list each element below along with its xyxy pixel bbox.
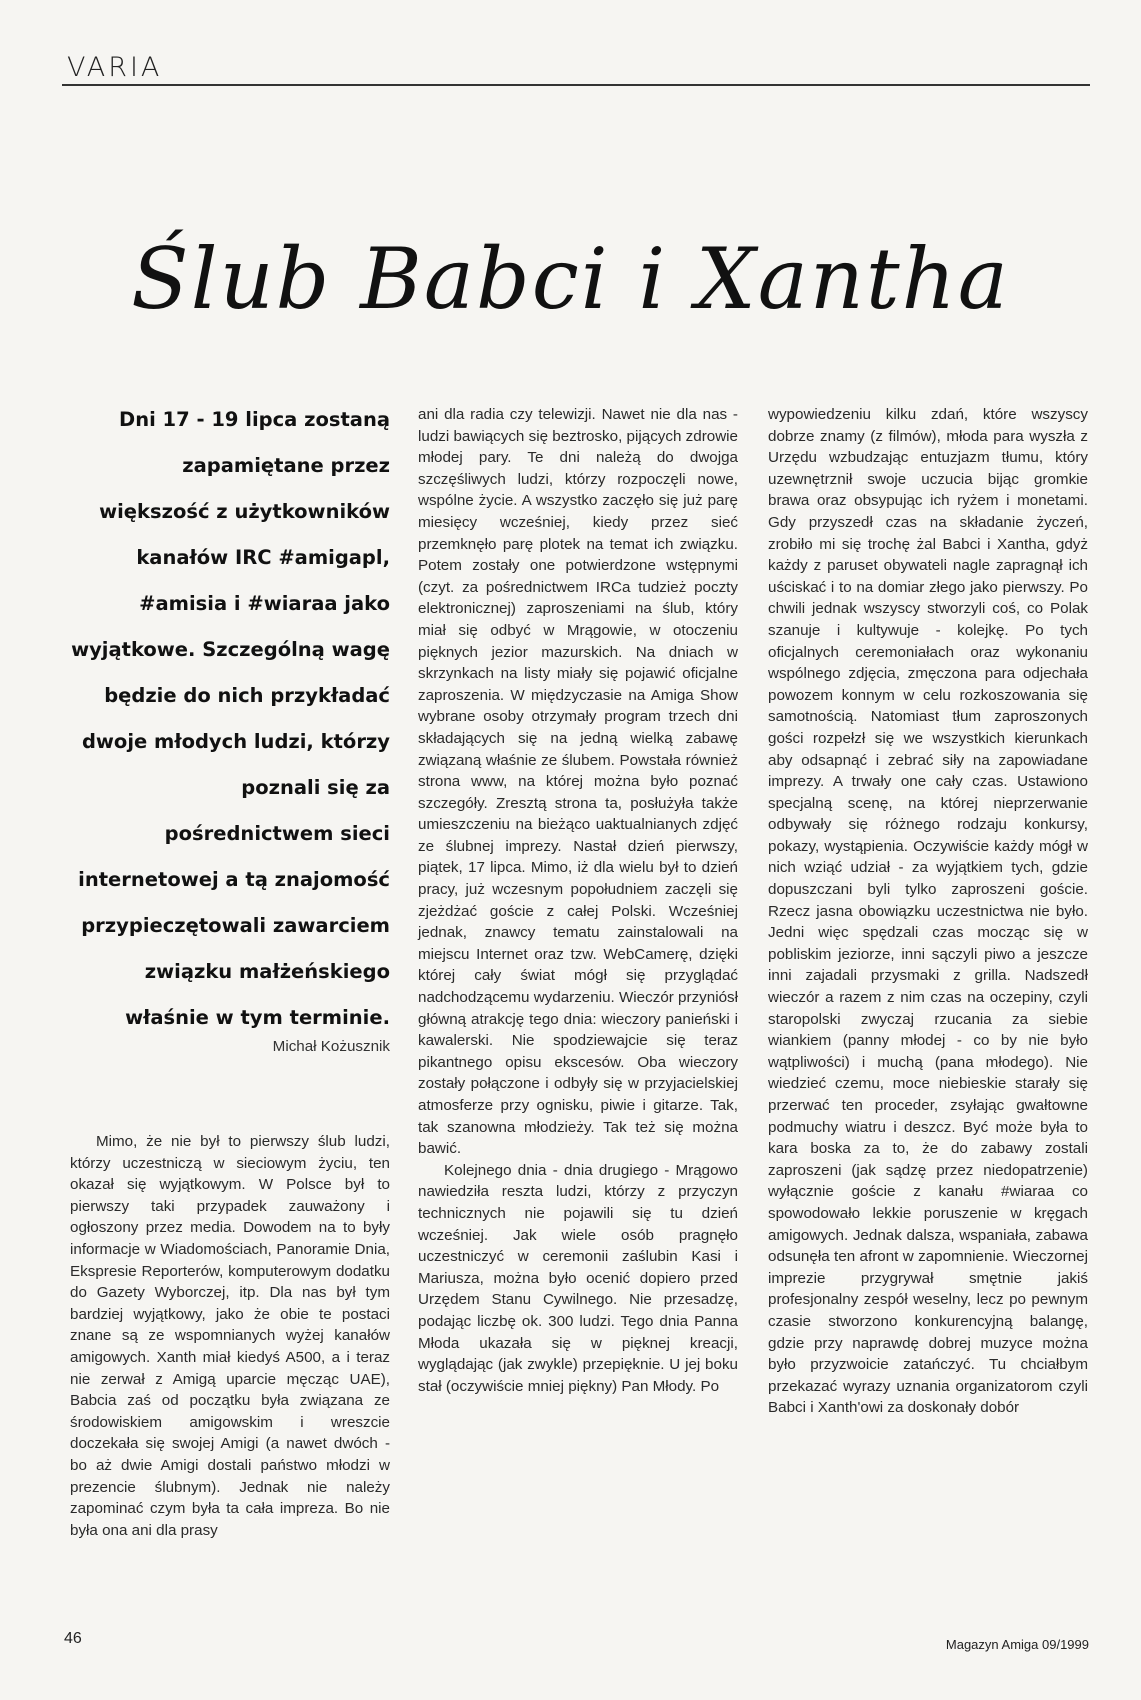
article-author: Michał Kożusznik — [272, 1038, 390, 1055]
section-heading: VARIA — [67, 52, 163, 83]
article-lead: Dni 17 - 19 lipca zostaną zapamiętane przez większość z użytkowników kanałów IRC #amigapl, #amisia i #wiaraa jako wyjątkowe. Szczególną wagę będzie do nich przykładać dwoje młodych ludzi, którzy poznali się za pośrednictwem sieci internetowej a tą znajomość przypieczętowali zawarciem związku małżeńskiego właśnie w tym terminie. — [71, 408, 390, 1029]
article-title: Ślub Babci i Xantha — [131, 230, 1010, 328]
column-2 — [418, 404, 738, 1397]
magazine-issue: Magazyn Amiga 09/1999 — [945, 1637, 1089, 1652]
column-1 — [70, 1131, 390, 1541]
column-3-paragraph: wypowiedzeniu kilku zdań, które wszyscy dobrze znamy (z filmów), młoda para wyszła z Urzędu wzbudzając entuzjazm tłumu, który uzewnętrznił swoje uczucia bijąc gromkie brawa oraz obsypując ich ryżem i monetami. Gdy przyszedł czas na składanie życzeń, zrobiło mi się trochę żal Babci i Xantha, gdyż każdy z paruset obywateli nagle zapragnął ich uściskać i to na domiar złego jako pierwszy. Po chwili jednak wszyscy stworzyli coś, co Polak szanuje i kultywuje - kolejkę. Po tych oficjalnych ceremoniałach oraz wykonaniu wspólnego zdjęcia, zmęczona para odjechała powozem konnym w celu rozkoszowania się samotnością. Natomiast tłum zaproszonych gości rozpełzł się we wszystkich kierunkach aby odsapnąć i zebrać siły na zapowiadane imprezy. A trwały one cały czas. Ustawiono specjalną scenę, na której nieprzerwanie odbywały się różnego rodzaju konkursy, pokazy, wystąpienia. Oczywiście każdy mógł w nich wziąć udział - za wyjątkiem tych, gdzie dopuszczani byli tylko zaproszeni goście. Rzecz jasna obowiązku uczestnictwa nie było. Jedni więc spędzali czas mocząc się w pobliskim jeziorze, inni sączyli piwo a jeszcze inni zajadali przysmaki z grilla. Nadszedł wieczór a razem z nim czas na oczepiny, czyli staropolski zwyczaj rzucania za siebie wiankiem (panny młodej - co by nie było wątpliwości) i muchą (pana młodego). Nie wiedzieć czemu, moce niebieskie starały się przerwać ten proceder, zsyłając gwałtowne podmuchy wiatru i deszcz. Być może była to kara boska za to, że do zabawy zostali zaproszeni (jak sądzę przez niedopatrzenie) wyłącznie goście z kanału #wiaraa co spowodowało lekkie poruszenie w kręgach amigowych. Jednak dalsza, wspaniała, zabawa odsunęła ten afront w zapomnienie. Wieczornej imprezie przygrywał smętnie jakiś profesjonalny zespół weselny, lecz po pewnym czasie stworzono konkurencyjną balangę, gdzie przy naprawdę dobrej muzyce można było przyzwoicie zatańczyć. Tu chciałbym przekazać wyrazy uznania organizatorom czyli Babci i Xanth'owi za doskonały dobór — [768, 406, 1088, 1417]
header-rule — [62, 84, 1090, 86]
column-3 — [768, 404, 1088, 1419]
column-2-paragraph-2: Kolejnego dnia - dnia drugiego - Mrągowo nawiedziła reszta ludzi, którzy z przyczyn technicznych nie pojawili się tu dzień wcześniej. Jak wiele osób pragnęło uczestniczyć w ceremonii zaślubin Kasi i Mariusza, można było ocenić dopiero przed Urzędem Stanu Cywilnego. Nie przesadzę, podając liczbę ok. 300 ludzi. Tego dnia Panna Młoda ukazała się w pięknej kreacji, wyglądając (jak zwykle) przepięknie. U jej boku stał (oczywiście mniej piękny) Pan Młody. Po — [418, 1161, 738, 1395]
column-1-paragraph: Mimo, że nie był to pierwszy ślub ludzi, którzy uczestniczą w sieciowym życiu, ten okazał się wyjątkowym. W Polsce był to pierwszy taki przypadek zauważony i ogłoszony przez media. Dowodem na to były informacje w Wiadomościach, Panoramie Dnia, Ekspresie Reporterów, komputerowym dodatku do Gazety Wyborczej, itp. Dla nas był tym bardziej wyjątkowy, jako że obie te postaci znane są ze wspomnianych wyżej kanałów amigowych. Xanth miał kiedyś A500, a i teraz nie zerwał z Amigą uparcie męcząc UAE), Babcia zaś od początku była związana ze środowiskiem amigowskim i wreszcie doczekała się swojej Amigi (a nawet dwóch - bo aż dwie Amigi dostali państwo młodzi w prezencie ślubnym). Jednak nie należy zapominać czym była ta cała impreza. Bo nie była ona ani dla prasy — [70, 1133, 390, 1539]
column-2-paragraph-1: ani dla radia czy telewizji. Nawet nie dla nas - ludzi bawiących się beztrosko, pijących zdrowie młodej pary. Te dni należą do dwojga szczęśliwych ludzi, którzy rozpoczęli nowe, wspólne życie. A wszystko zaczęło się już parę miesięcy wcześniej, kiedy przez sieć przemknęło parę plotek na temat ich związku. Potem zostały one potwierdzone wstępnymi (czyt. za pośrednictwem IRCa tudzież poczty elektronicznej) zaproszeniami na ślub, który miał się odbyć w Mrągowie, w otoczeniu pięknych jezior mazurskich. Na dniach w skrzynkach na listy miały się pojawić oficjalne zaproszenia. W międzyczasie na Amiga Show wybrane osoby otrzymały program trzech dni składających się na jedną wielką zabawę związaną właśnie ze ślubem. Powstała również strona www, na której można było poznać szczegóły. Zresztą strona ta, posłużyła także umieszczeniu na bieżąco uaktualnianych zdjęć ze ślubnej imprezy. Nastał dzień pierwszy, piątek, 17 lipca. Mimo, iż dla wielu był to dzień pracy, już wczesnym popołudniem zaczęli się zjeżdżać goście z całej Polski. Wcześniej jednak, znawcy tematu zainstalowali na miejscu Internet oraz tzw. WebCamerę, dzięki której cały świat mógł się przyglądać nadchodzącemu wydarzeniu. Wieczór przyniósł główną atrakcję tego dnia: wieczory panieński i kawalerski. Nie spodziewajcie się teraz pikantnego opisu ekscesów. Oba wieczory zostały połączone i odbyły się w przyjacielskiej atmosferze przy ognisku, piwie i gitarze. Tak, tak szanowna młodzieży. Tak też się można bawić. — [418, 406, 738, 1158]
page-number: 46 — [64, 1630, 82, 1647]
